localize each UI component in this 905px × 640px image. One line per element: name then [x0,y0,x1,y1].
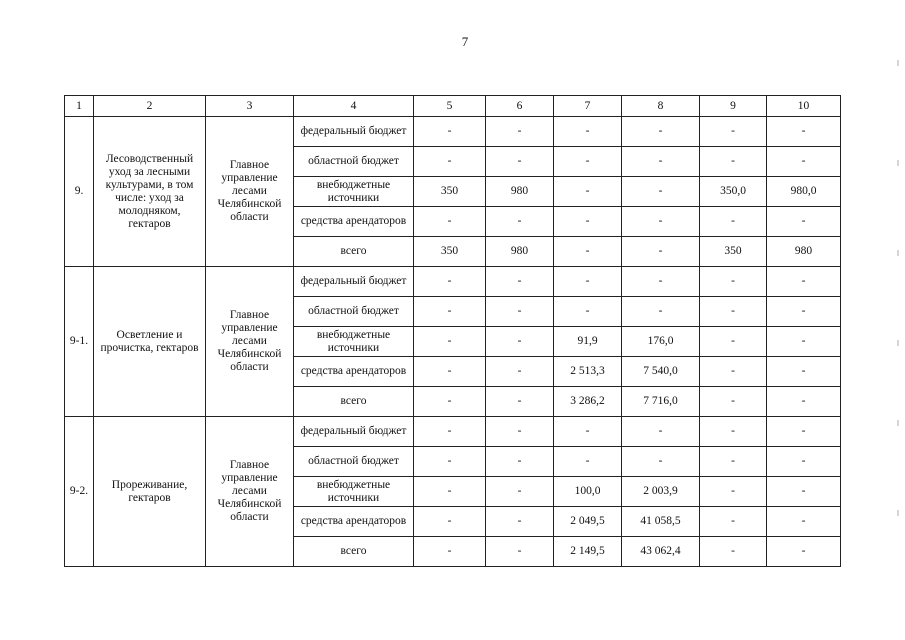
value-cell: - [767,387,841,417]
value-cell: - [414,477,486,507]
value-cell: 176,0 [622,327,700,357]
value-cell: 2 513,3 [554,357,622,387]
column-header: 3 [206,96,294,117]
group-number: 9-2. [65,417,94,567]
value-cell: 350,0 [700,177,767,207]
value-cell: - [767,117,841,147]
value-cell: - [700,267,767,297]
funding-source: средства арендаторов [294,207,414,237]
value-cell: - [700,537,767,567]
funding-source: внебюджетные источники [294,177,414,207]
value-cell: - [554,117,622,147]
value-cell: - [554,207,622,237]
value-cell: - [414,117,486,147]
activity-name: Осветление и прочистка, гектаров [94,267,206,417]
column-header: 9 [700,96,767,117]
value-cell: - [414,537,486,567]
activity-name: Лесоводственный уход за лесными культурами, в том числе: уход за молодняком, гектаров [94,117,206,267]
value-cell: 2 003,9 [622,477,700,507]
forest-care-table [64,95,841,567]
value-cell: - [414,357,486,387]
funding-source: всего [294,237,414,267]
funding-source: средства арендаторов [294,357,414,387]
value-cell: - [767,537,841,567]
value-cell: - [486,117,554,147]
header-row [65,96,841,117]
column-header: 1 [65,96,94,117]
value-cell: - [414,387,486,417]
column-header: 8 [622,96,700,117]
value-cell: - [767,507,841,537]
value-cell: 91,9 [554,327,622,357]
value-cell: - [700,387,767,417]
funding-source: внебюджетные источники [294,477,414,507]
value-cell: - [486,327,554,357]
funding-source: средства арендаторов [294,507,414,537]
value-cell: - [700,507,767,537]
value-cell: - [486,477,554,507]
value-cell: 7 540,0 [622,357,700,387]
value-cell: - [486,147,554,177]
funding-source: областной бюджет [294,297,414,327]
value-cell: - [554,297,622,327]
value-cell: - [622,117,700,147]
value-cell: - [414,297,486,327]
value-cell: - [767,147,841,177]
funding-source: всего [294,537,414,567]
funding-source: федеральный бюджет [294,117,414,147]
value-cell: - [767,207,841,237]
responsible-org: Главное управление лесами Челябинской области [206,117,294,267]
value-cell: - [767,357,841,387]
group-number: 9-1. [65,267,94,417]
funding-source: областной бюджет [294,147,414,177]
value-cell: - [767,477,841,507]
value-cell: - [767,417,841,447]
value-cell: - [554,267,622,297]
value-cell: - [622,417,700,447]
value-cell: - [486,447,554,477]
value-cell: 980 [767,237,841,267]
funding-source: федеральный бюджет [294,417,414,447]
value-cell: - [700,297,767,327]
responsible-org: Главное управление лесами Челябинской области [206,417,294,567]
value-cell: - [767,327,841,357]
value-cell: - [554,147,622,177]
column-header: 4 [294,96,414,117]
value-cell: 350 [414,177,486,207]
value-cell: - [554,447,622,477]
activity-name: Прореживание, гектаров [94,417,206,567]
column-header: 6 [486,96,554,117]
funding-source: всего [294,387,414,417]
value-cell: - [700,447,767,477]
value-cell: 2 149,5 [554,537,622,567]
table-row [65,417,841,447]
value-cell: - [700,147,767,177]
value-cell: - [622,237,700,267]
value-cell: - [554,417,622,447]
value-cell: - [414,447,486,477]
value-cell: - [622,147,700,177]
value-cell: 2 049,5 [554,507,622,537]
page-number: 7 [461,34,469,49]
responsible-org: Главное управление лесами Челябинской области [206,267,294,417]
value-cell: - [554,237,622,267]
value-cell: - [622,207,700,237]
table-row [65,267,841,297]
value-cell: - [486,267,554,297]
value-cell: - [414,327,486,357]
value-cell: - [486,387,554,417]
value-cell: - [767,297,841,327]
table-row [65,117,841,147]
value-cell: - [622,447,700,477]
value-cell: 350 [700,237,767,267]
value-cell: - [554,177,622,207]
value-cell: - [700,207,767,237]
value-cell: - [486,297,554,327]
value-cell: - [622,177,700,207]
value-cell: - [414,207,486,237]
value-cell: - [414,507,486,537]
value-cell: 100,0 [554,477,622,507]
funding-source: внебюджетные источники [294,327,414,357]
value-cell: 3 286,2 [554,387,622,417]
value-cell: - [622,297,700,327]
value-cell: 980 [486,237,554,267]
value-cell: - [700,357,767,387]
value-cell: - [414,147,486,177]
value-cell: 980,0 [767,177,841,207]
value-cell: - [767,447,841,477]
funding-source: областной бюджет [294,447,414,477]
value-cell: - [486,507,554,537]
value-cell: - [486,207,554,237]
value-cell: - [700,477,767,507]
value-cell: - [486,537,554,567]
value-cell: - [414,417,486,447]
value-cell: - [486,417,554,447]
value-cell: 7 716,0 [622,387,700,417]
column-header: 7 [554,96,622,117]
scan-artifacts [893,40,899,580]
value-cell: - [700,417,767,447]
funding-source: федеральный бюджет [294,267,414,297]
column-header: 5 [414,96,486,117]
value-cell: - [700,117,767,147]
value-cell: 980 [486,177,554,207]
value-cell: - [700,327,767,357]
value-cell: - [622,267,700,297]
column-header: 2 [94,96,206,117]
value-cell: - [414,267,486,297]
column-header: 10 [767,96,841,117]
group-number: 9. [65,117,94,267]
value-cell: - [767,267,841,297]
value-cell: 41 058,5 [622,507,700,537]
value-cell: - [486,357,554,387]
value-cell: 43 062,4 [622,537,700,567]
value-cell: 350 [414,237,486,267]
